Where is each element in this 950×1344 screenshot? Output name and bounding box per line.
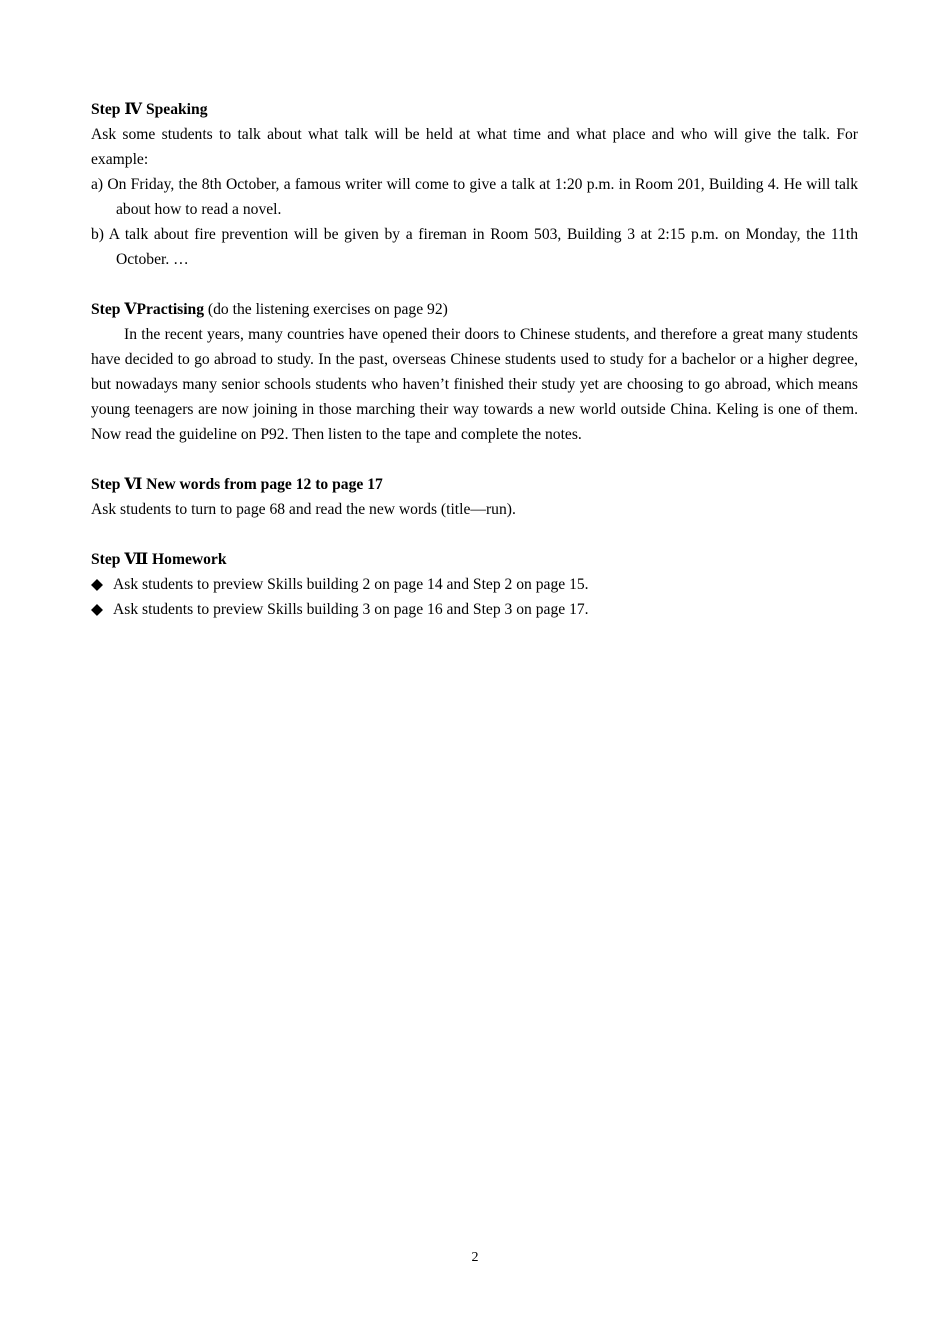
step-6-section [91, 472, 858, 522]
step-7-heading: Step Ⅶ Homework [91, 551, 227, 568]
step-4-item-b: b) A talk about fire prevention will be given by a fireman in Room 503, Building 3 at 2:15 p.m. on Monday, the 11th October. … [91, 226, 858, 268]
homework-item [91, 572, 858, 597]
diamond-bullet-icon: ◆ [91, 576, 103, 593]
step-6-body: Ask students to turn to page 68 and read the new words (title—run). [91, 501, 516, 518]
homework-item-text: Ask students to preview Skills building 2 on page 14 and Step 2 on page 15. [113, 576, 589, 593]
document-page [91, 97, 858, 647]
step-5-body: In the recent years, many countries have opened their doors to Chinese students, and therefore a great many students have decided to go abroad to study. In the past, overseas Chinese students used to study for a bachelor or a higher degree, but nowadays many senior schools students who haven’t finished their study yet are choosing to go abroad, which means young teenagers are now joining in those marching their way towards a new world outside China. Keling is one of them. Now read the guideline on P92. Then listen to the tape and complete the notes. [91, 326, 858, 443]
step-5-heading [91, 297, 858, 322]
step-4-heading: Step Ⅳ Speaking [91, 101, 208, 118]
step-5-title-note: (do the listening exercises on page 92) [204, 301, 448, 318]
step-7-section [91, 547, 858, 622]
step-4-item-a: a) On Friday, the 8th October, a famous writer will come to give a talk at 1:20 p.m. in Room 201, Building 4. He will talk about how to read a novel. [91, 176, 858, 218]
homework-item [91, 597, 858, 622]
step-4-intro: Ask some students to talk about what talk will be held at what time and what place and who will give the talk. For example: [91, 126, 858, 168]
step-5-title: Step ⅤPractising [91, 301, 205, 318]
step-5-section [91, 297, 858, 447]
homework-item-text: Ask students to preview Skills building 3 on page 16 and Step 3 on page 17. [113, 601, 589, 618]
step-6-heading: Step Ⅵ New words from page 12 to page 17 [91, 476, 383, 493]
step-4-section [91, 97, 858, 272]
diamond-bullet-icon: ◆ [91, 601, 103, 618]
page-number: 2 [471, 1250, 479, 1265]
